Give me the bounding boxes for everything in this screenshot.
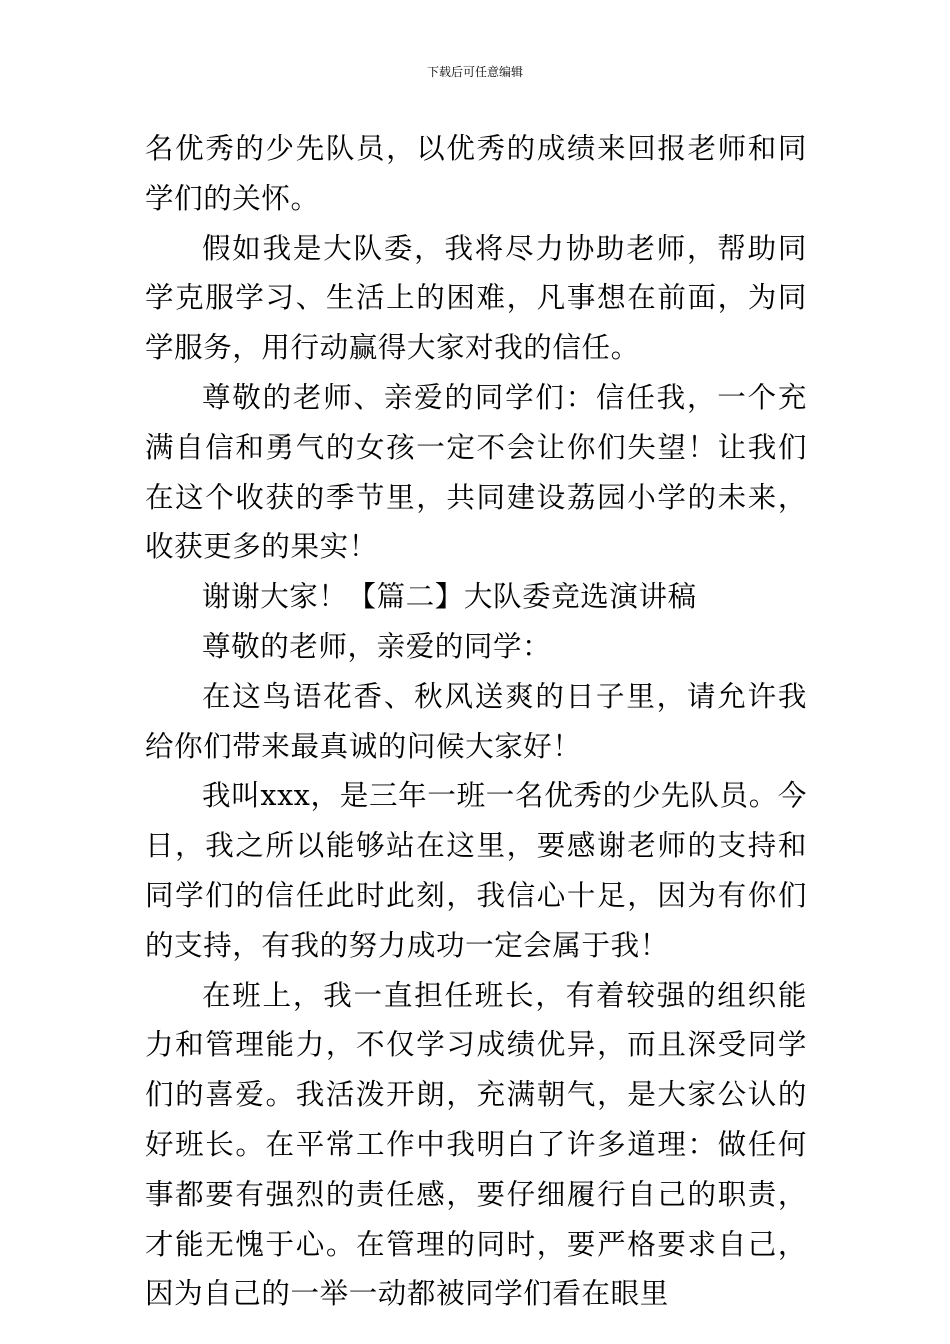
- section-heading: 谢谢大家！【篇二】大队委竞选演讲稿: [202, 580, 697, 614]
- page-header: 下载后可任意编辑: [426, 65, 523, 79]
- paragraph-8: 在班上，我一直担任班长，有着较强的组织能力和管理能力，不仅学习成绩优异，而且深受同学们的喜爱。我活泼开朗，充满朝气，是大家公认的好班长。在平常工作中我明白了许多道理：做任何事都要有强烈的责任感，要仔细履行自己的职责，才能无愧于心。在管理的同时，要严格要求自己，因为自己的一举一动都被同学们看在眼里: [145, 978, 807, 1311]
- document-body: [145, 124, 807, 1319]
- paragraph-2: 假如我是大队委，我将尽力协助老师，帮助同学克服学习、生活上的困难，凡事想在前面，为同学服务，用行动赢得大家对我的信任。: [145, 231, 807, 365]
- paragraph-6: 在这鸟语花香、秋风送爽的日子里，请允许我给你们带来最真诚的问候大家好！: [145, 679, 807, 763]
- paragraph-3: 尊敬的老师、亲爱的同学们：信任我，一个充满自信和勇气的女孩一定不会让你们失望！让我们在这个收获的季节里，共同建设荔园小学的未来，收获更多的果实！: [145, 380, 807, 564]
- salutation: 尊敬的老师，亲爱的同学：: [202, 629, 552, 663]
- paragraph-7: 我叫xxx，是三年一班一名优秀的少先队员。今日，我之所以能够站在这里，要感谢老师的支持和同学们的信任此时此刻，我信心十足，因为有你们的支持，有我的努力成功一定会属于我！: [145, 779, 807, 962]
- paragraph-1: 名优秀的少先队员，以优秀的成绩来回报老师和同学们的关怀。: [145, 132, 807, 215]
